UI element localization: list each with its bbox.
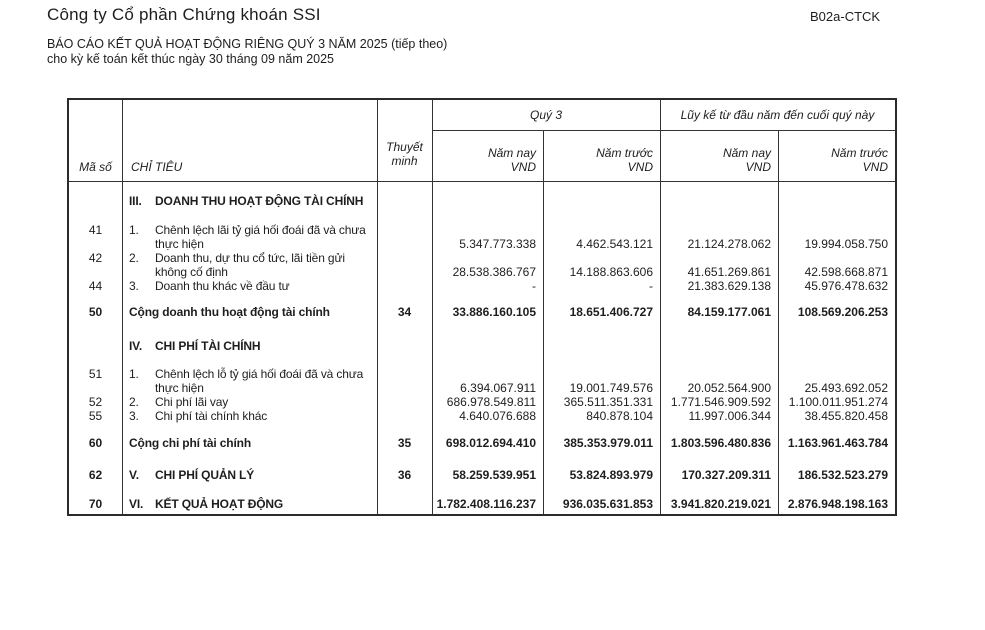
row-value-q3-prev: 4.462.543.121: [576, 237, 653, 251]
column-header-nam-truoc-luyke: Năm trước VND: [831, 146, 888, 174]
row-label: CHI PHÍ TÀI CHÍNH: [155, 339, 261, 353]
row-value-ytd-prev: 2.876.948.198.163: [787, 497, 888, 511]
row-value-q3-now: 698.012.694.410: [445, 436, 536, 450]
row-note: 34: [397, 305, 412, 319]
column-group-quy3: Quý 3: [529, 108, 562, 122]
table-row: [69, 409, 895, 423]
row-value-q3-prev: 936.035.631.853: [562, 497, 653, 511]
row-value-q3-now: 1.782.408.116.237: [436, 497, 536, 511]
row-code: 55: [88, 409, 103, 423]
column-header-nam-nay-quy3: Năm nay VND: [487, 146, 536, 174]
row-value-ytd-now: 21.124.278.062: [687, 237, 771, 251]
row-label: Cộng doanh thu hoạt động tài chính: [129, 305, 330, 319]
row-value-ytd-prev: 1.100.011.951.274: [788, 395, 888, 409]
row-code: 70: [88, 497, 103, 511]
column-header-nam-nay-luyke: Năm nay VND: [722, 146, 771, 174]
row-value-ytd-now: 20.052.564.900: [687, 381, 771, 395]
row-value-ytd-prev: 38.455.820.458: [804, 409, 888, 423]
column-header-ma-so: Mã số: [79, 160, 112, 174]
row-code: 62: [88, 468, 103, 482]
table-row: [69, 194, 895, 208]
row-value-ytd-prev: 108.569.206.253: [797, 305, 888, 319]
row-value-q3-now: 58.259.539.951: [452, 468, 536, 482]
row-value-ytd-prev: 19.994.058.750: [804, 237, 888, 251]
row-code: 44: [88, 279, 103, 293]
row-value-ytd-prev: 42.598.668.871: [804, 265, 888, 279]
column-group-luyke: Lũy kế từ đầu năm đến cuối quý này: [680, 108, 875, 122]
report-title: BÁO CÁO KẾT QUẢ HOẠT ĐỘNG RIÊNG QUÝ 3 NĂM 2025 (tiếp theo): [47, 37, 448, 51]
row-label: Cộng chi phí tài chính: [129, 436, 252, 450]
row-note: 36: [397, 468, 412, 482]
row-prefix: 2.: [129, 395, 139, 409]
row-prefix: 1.: [129, 367, 139, 381]
row-prefix: 3.: [129, 409, 139, 423]
row-value-ytd-now: 41.651.269.861: [687, 265, 771, 279]
table-row: [69, 279, 895, 293]
row-value-q3-prev: 53.824.893.979: [569, 468, 653, 482]
row-value-q3-now: 4.640.076.688: [459, 409, 536, 423]
row-value-q3-now: 33.886.160.105: [452, 305, 536, 319]
company-name: Công ty Cổ phần Chứng khoán SSI: [47, 5, 321, 24]
table-row: [69, 305, 895, 319]
table-body: [69, 182, 895, 514]
row-label: Chi phí tài chính khác: [155, 409, 268, 423]
row-prefix: III.: [129, 194, 142, 208]
report-period: cho kỳ kế toán kết thúc ngày 30 tháng 09 năm 2025: [47, 52, 335, 66]
row-value-ytd-now: 21.383.629.138: [687, 279, 771, 293]
row-value-q3-prev: 365.511.351.331: [563, 395, 653, 409]
row-value-q3-prev: 385.353.979.011: [563, 436, 653, 450]
row-value-q3-prev: 19.001.749.576: [569, 381, 653, 395]
row-label: KẾT QUẢ HOẠT ĐỘNG: [155, 497, 284, 511]
row-value-ytd-prev: 1.163.961.463.784: [787, 436, 888, 450]
row-label: Chênh lệch lãi tỷ giá hối đoái đã và chưa thực hiện: [155, 223, 366, 251]
row-value-ytd-now: 84.159.177.061: [687, 305, 771, 319]
row-value-q3-prev: 840.878.104: [586, 409, 653, 423]
row-label: Chi phí lãi vay: [155, 395, 229, 409]
row-value-q3-now: 686.978.549.811: [446, 395, 536, 409]
row-value-q3-now: 6.394.067.911: [460, 381, 536, 395]
table-row: [69, 395, 895, 409]
row-prefix: 1.: [129, 223, 139, 237]
row-value-q3-now: -: [532, 279, 536, 293]
row-value-q3-prev: 14.188.863.606: [569, 265, 653, 279]
table-row: [69, 251, 895, 279]
row-code: 52: [88, 395, 103, 409]
table-row: [69, 468, 895, 482]
table-row: [69, 223, 895, 251]
row-label: DOANH THU HOẠT ĐỘNG TÀI CHÍNH: [155, 194, 364, 208]
column-header-nam-truoc-quy3: Năm trước VND: [596, 146, 653, 174]
row-value-ytd-now: 11.997.006.344: [688, 409, 771, 423]
row-prefix: IV.: [129, 339, 143, 353]
row-value-q3-prev: -: [649, 279, 653, 293]
column-header-chi-tieu: CHỈ TIÊU: [131, 160, 183, 174]
table-row: [69, 436, 895, 450]
table-row: [69, 339, 895, 353]
row-prefix: 2.: [129, 251, 139, 265]
table-row: [69, 367, 895, 395]
row-value-q3-prev: 18.651.406.727: [569, 305, 653, 319]
row-code: 51: [88, 367, 103, 381]
row-prefix: 3.: [129, 279, 139, 293]
row-label: CHI PHÍ QUẢN LÝ: [155, 468, 255, 482]
row-prefix: V.: [129, 468, 139, 482]
row-value-ytd-now: 1.803.596.480.836: [670, 436, 771, 450]
row-label: Doanh thu, dự thu cổ tức, lãi tiền gửi không cố định: [155, 251, 345, 279]
table-row: [69, 497, 895, 511]
row-code: 41: [88, 223, 103, 237]
row-value-ytd-prev: 25.493.692.052: [804, 381, 888, 395]
row-value-q3-now: 28.538.386.767: [452, 265, 536, 279]
form-code: B02a-CTCK: [810, 9, 881, 24]
row-code: 42: [88, 251, 103, 265]
row-note: 35: [397, 436, 412, 450]
row-prefix: VI.: [129, 497, 144, 511]
row-label: Chênh lệch lỗ tỷ giá hối đoái đã và chưa thực hiện: [155, 367, 364, 395]
row-code: 60: [88, 436, 103, 450]
financial-table: [67, 98, 897, 516]
row-value-q3-now: 5.347.773.338: [459, 237, 536, 251]
row-value-ytd-prev: 45.976.478.632: [804, 279, 888, 293]
row-value-ytd-now: 170.327.209.311: [681, 468, 771, 482]
row-value-ytd-now: 1.771.546.909.592: [670, 395, 771, 409]
row-value-ytd-prev: 186.532.523.279: [797, 468, 888, 482]
row-code: 50: [88, 305, 103, 319]
row-value-ytd-now: 3.941.820.219.021: [670, 497, 771, 511]
row-label: Doanh thu khác về đầu tư: [155, 279, 290, 293]
column-header-thuyet-minh: Thuyết minh: [386, 139, 423, 168]
